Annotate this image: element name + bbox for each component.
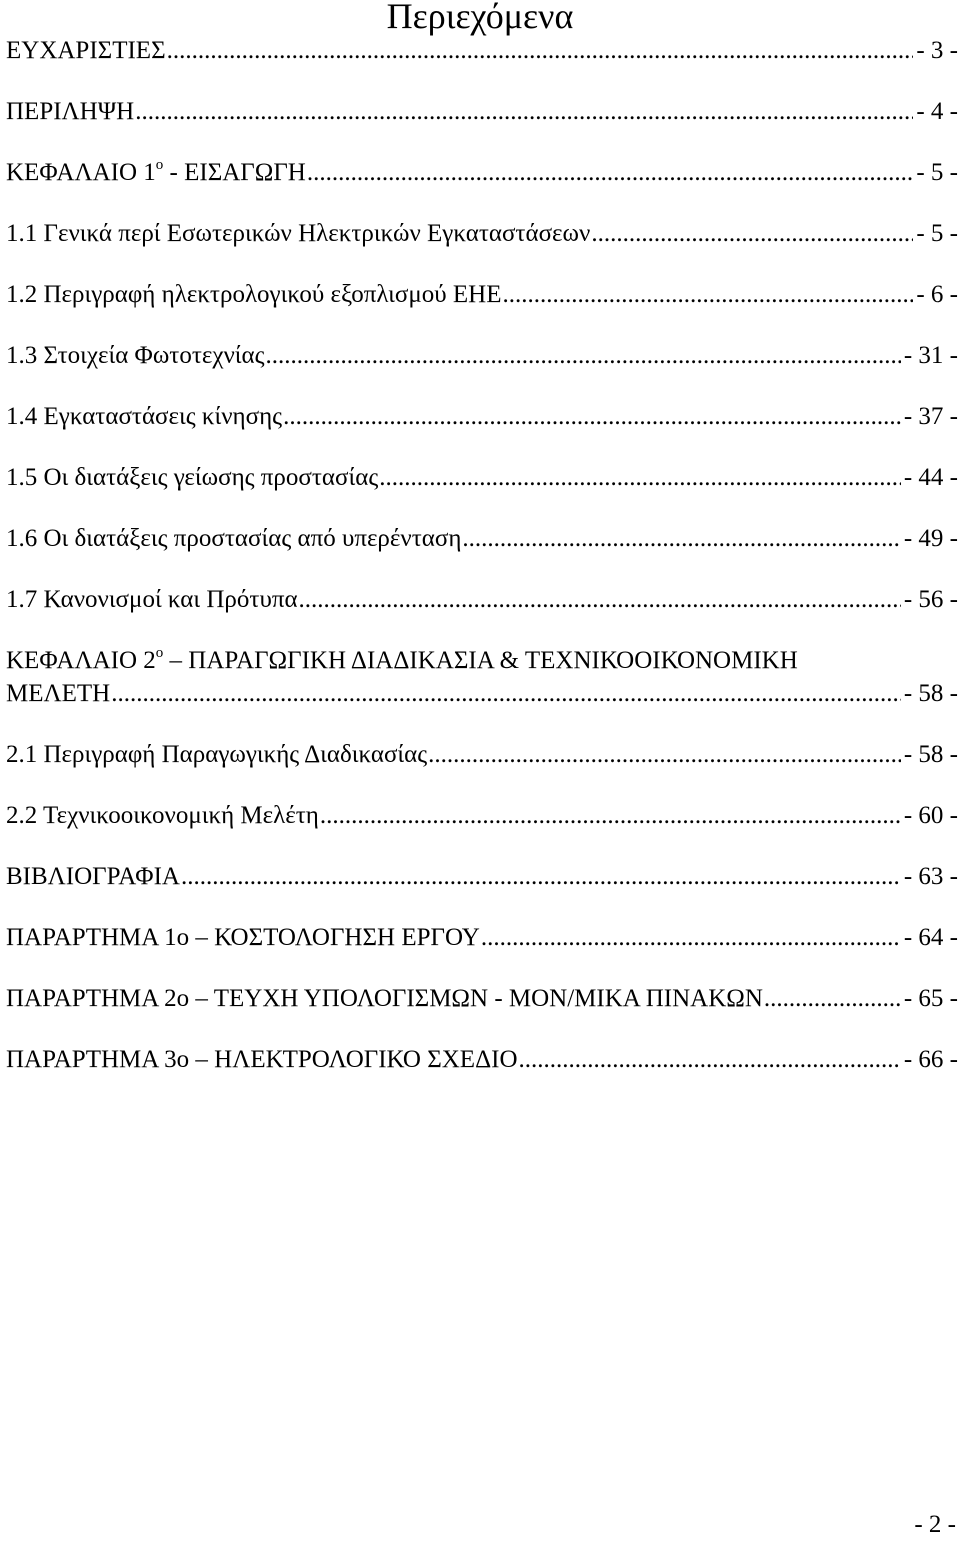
toc-leader-dots <box>591 219 913 249</box>
toc-entry-title: 1.6 Οι διατάξεις προστασίας από υπερένταση <box>6 525 462 552</box>
toc-entry-page: - 44 - <box>903 464 958 491</box>
toc-entry-appendix-2[interactable] <box>6 984 958 1014</box>
toc-entry-page: - 63 - <box>903 863 958 890</box>
toc-leader-dots <box>299 585 901 615</box>
toc-entry-acknowledgements[interactable] <box>6 36 958 66</box>
toc-entry-1-3[interactable] <box>6 341 958 371</box>
toc-entry-page: - 56 - <box>903 586 958 613</box>
toc-entry-chapter-1[interactable] <box>6 158 958 188</box>
toc-leader-dots <box>379 463 901 493</box>
toc-entry-title: 1.4 Εγκαταστάσεις κίνησης <box>6 403 283 430</box>
toc-entry-page: - 6 - <box>916 281 958 308</box>
toc-entry-title: 1.7 Κανονισμοί και Πρότυπα <box>6 586 298 613</box>
toc-leader-dots <box>481 923 901 953</box>
toc-entry-title: ΕΥΧΑΡΙΣΤΙΕΣ <box>6 37 166 64</box>
toc-entry-title: ΠΑΡΑΡΤΗΜΑ 1ο – ΚΟΣΤΟΛΟΓΗΣΗ ΕΡΓΟΥ <box>6 924 480 951</box>
toc-entry-page: - 37 - <box>903 403 958 430</box>
toc-entry-1-7[interactable] <box>6 585 958 615</box>
toc-entry-page: - 49 - <box>903 525 958 552</box>
toc-entry-title: 1.3 Στοιχεία Φωτοτεχνίας <box>6 342 265 369</box>
toc-entry-title: ΒΙΒΛΙΟΓΡΑΦΙΑ <box>6 863 180 890</box>
table-of-contents <box>6 36 958 1106</box>
toc-entry-title-line2: ΜΕΛΕΤΗ <box>6 680 111 707</box>
toc-entry-chapter-2[interactable] <box>6 646 958 709</box>
toc-entry-1-1[interactable] <box>6 219 958 249</box>
toc-entry-title-line1: ΚΕΦΑΛΑΙΟ $2^o$ – ΠΑΡΑΓΩΓΙΚΗ ΔΙΑΔΙΚΑΣΙΑ & ΤΕΧΝΙΚΟΟΙΚΟΝΟΜΙΚΗ <box>6 644 798 674</box>
toc-entry-page: - 58 - <box>903 741 958 768</box>
toc-entry-bibliography[interactable] <box>6 862 958 892</box>
toc-entry-title: 1.5 Οι διατάξεις γείωσης προστασίας <box>6 464 379 491</box>
toc-leader-dots <box>428 740 901 770</box>
toc-entry-page: - 31 - <box>903 342 958 369</box>
toc-entry-title: ΚΕΦΑΛΑΙΟ $1^o$ - ΕΙΣΑΓΩΓΗ <box>6 156 306 186</box>
page-number: - 2 - <box>914 1511 956 1538</box>
toc-entry-title: 2.2 Τεχνικοοικονομική Μελέτη <box>6 802 319 829</box>
toc-leader-dots <box>181 862 901 892</box>
toc-entry-page: - 65 - <box>903 985 958 1012</box>
toc-entry-title: ΠΕΡΙΛΗΨΗ <box>6 98 135 125</box>
toc-leader-dots <box>265 341 900 371</box>
toc-entry-title: ΠΑΡΑΡΤΗΜΑ 3ο – ΗΛΕΚΤΡΟΛΟΓΙΚΟ ΣΧΕΔΙΟ <box>6 1046 518 1073</box>
toc-entry-1-2[interactable] <box>6 280 958 310</box>
toc-entry-page: - 4 - <box>916 98 958 125</box>
toc-leader-dots <box>167 36 914 66</box>
toc-entry-appendix-3[interactable] <box>6 1045 958 1075</box>
toc-entry-page: - 58 - <box>903 680 958 707</box>
toc-entry-title: ΠΑΡΑΡΤΗΜΑ 2ο – ΤΕΥΧΗ ΥΠΟΛΟΓΙΣΜΩΝ - ΜΟΝ/ΜΙΚΑ ΠΙΝΑΚΩΝ <box>6 985 763 1012</box>
toc-entry-abstract[interactable] <box>6 97 958 127</box>
toc-entry-2-1[interactable] <box>6 740 958 770</box>
toc-entry-1-4[interactable] <box>6 402 958 432</box>
toc-leader-dots <box>320 801 901 831</box>
toc-entry-page: - 5 - <box>916 159 958 186</box>
toc-leader-dots <box>307 158 913 188</box>
toc-leader-dots <box>462 524 900 554</box>
page-title: Περιεχόμενα <box>386 0 574 36</box>
toc-leader-dots <box>519 1045 901 1075</box>
toc-entry-1-5[interactable] <box>6 463 958 493</box>
toc-entry-page: - 5 - <box>916 220 958 247</box>
toc-leader-dots <box>764 984 901 1014</box>
toc-entry-title: 1.2 Περιγραφή ηλεκτρολογικού εξοπλισμού ΕΗΕ <box>6 281 502 308</box>
toc-leader-dots <box>503 280 914 310</box>
toc-entry-2-2[interactable] <box>6 801 958 831</box>
toc-leader-dots <box>111 679 901 709</box>
toc-entry-page: - 3 - <box>916 37 958 64</box>
toc-leader-dots <box>283 402 901 432</box>
toc-leader-dots <box>135 97 913 127</box>
toc-entry-appendix-1[interactable] <box>6 923 958 953</box>
toc-entry-page: - 60 - <box>903 802 958 829</box>
toc-entry-1-6[interactable] <box>6 524 958 554</box>
toc-entry-page: - 64 - <box>903 924 958 951</box>
toc-entry-title: 1.1 Γενικά περί Εσωτερικών Ηλεκτρικών Εγκαταστάσεων <box>6 220 591 247</box>
toc-entry-title: 2.1 Περιγραφή Παραγωγικής Διαδικασίας <box>6 741 428 768</box>
toc-entry-page: - 66 - <box>903 1046 958 1073</box>
